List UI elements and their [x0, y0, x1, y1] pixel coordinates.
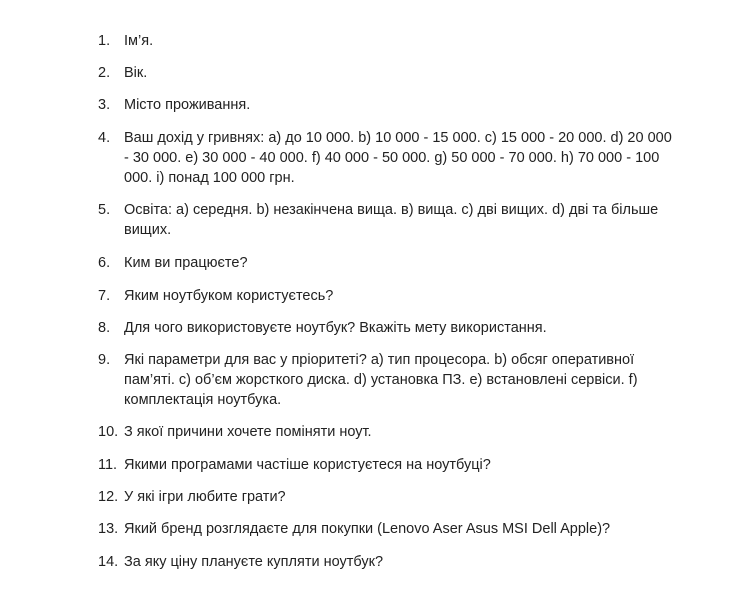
question-number: 10.: [98, 424, 119, 440]
question-text: Який бренд розглядаєте для покупки (Lenovo Aser Asus MSI Dell Apple)?: [124, 521, 611, 537]
question-number: 2.: [98, 65, 111, 81]
question-number: 6.: [98, 255, 111, 271]
question-text: Які параметри для вас у пріоритеті? a) тип процесора. b) обсяг оперативної пам’яті. c) об’єм жорсткого диска. d) установка ПЗ. e) встановлені сервіси. f) комплектація ноутбука.: [124, 352, 638, 408]
question-text: Якими програмами частіше користуєтеся на ноутбуці?: [124, 457, 491, 473]
question-item: [98, 95, 678, 115]
question-text: Ім’я.: [124, 33, 154, 49]
question-text: З якої причини хочете поміняти ноут.: [124, 424, 372, 440]
question-item: [98, 318, 678, 338]
question-number: 4.: [98, 130, 111, 146]
question-item: [98, 128, 678, 188]
question-item: [98, 519, 678, 539]
question-item: [98, 286, 678, 306]
question-item: [98, 455, 678, 475]
question-number: 3.: [98, 97, 111, 113]
question-text: Місто проживання.: [124, 97, 251, 113]
question-text: Яким ноутбуком користуєтесь?: [124, 288, 334, 304]
question-number: 8.: [98, 320, 111, 336]
question-item: [98, 63, 678, 83]
question-item: [98, 552, 678, 572]
question-text: Вік.: [124, 65, 148, 81]
question-text: Ваш дохід у гривнях: a) до 10 000. b) 10 000 - 15 000. c) 15 000 - 20 000. d) 20 000 - 30 000. e) 30 000 - 40 000. f) 40 000 - 50 000. g) 50 000 - 70 000. h) 70 000 - 100 000. i) понад 100 000 грн.: [124, 130, 672, 186]
question-text: Ким ви працюєте?: [124, 255, 248, 271]
question-item: [98, 31, 678, 51]
question-number: 12.: [98, 489, 119, 505]
question-number: 11.: [98, 457, 118, 473]
question-number: 5.: [98, 202, 111, 218]
question-item: [98, 487, 678, 507]
question-text: Освіта: a) середня. b) незакінчена вища. в) вища. c) дві вищих. d) дві та більше вищих.: [124, 202, 659, 238]
question-number: 13.: [98, 521, 119, 537]
question-text: За яку ціну плануєте купляти ноутбук?: [124, 554, 384, 570]
question-number: 7.: [98, 288, 111, 304]
question-number: 1.: [98, 33, 111, 49]
question-number: 9.: [98, 352, 111, 368]
question-number: 14.: [98, 554, 119, 570]
question-text: У які ігри любите грати?: [124, 489, 286, 505]
question-item: [98, 350, 678, 410]
question-item: [98, 200, 678, 240]
question-item: [98, 422, 678, 442]
question-text: Для чого використовуєте ноутбук? Вкажіть мету використання.: [124, 320, 547, 336]
question-item: [98, 253, 678, 273]
